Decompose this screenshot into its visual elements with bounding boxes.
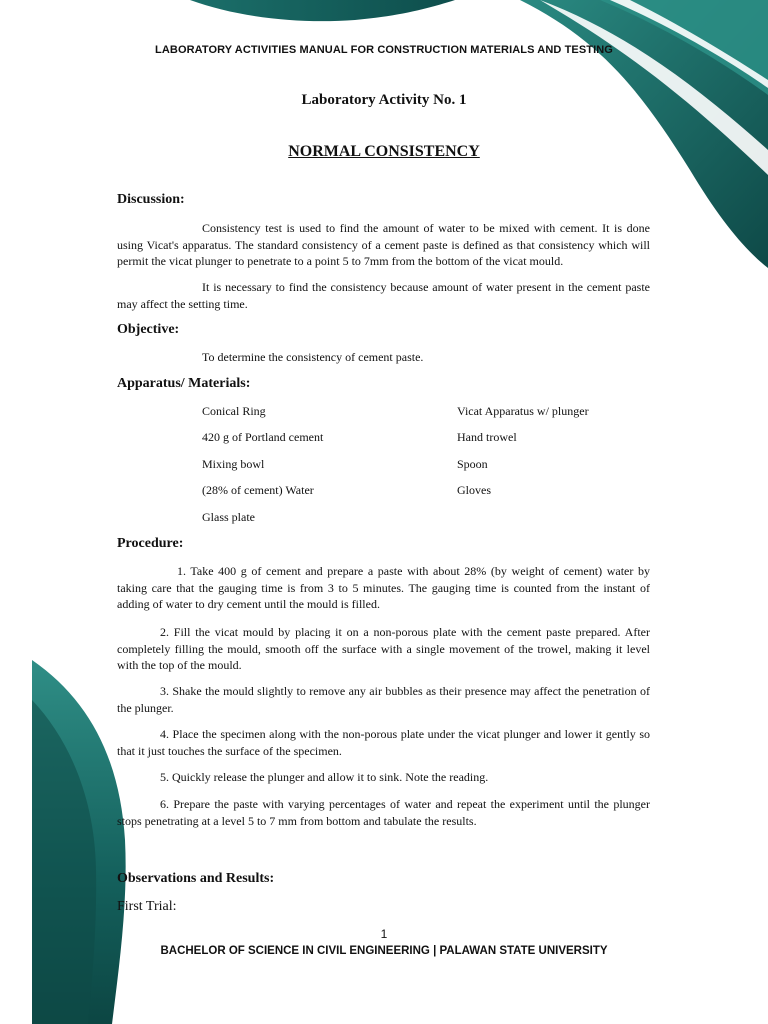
apparatus-item: Gloves: [457, 483, 491, 497]
discussion-heading: Discussion:: [117, 192, 185, 207]
apparatus-item: (28% of cement) Water: [202, 483, 314, 497]
first-trial-label: First Trial:: [117, 899, 177, 914]
procedure-heading: Procedure:: [117, 536, 184, 551]
apparatus-item: Glass plate: [202, 510, 255, 524]
apparatus-item: Spoon: [457, 457, 488, 471]
discussion-paragraph-1: Consistency test is used to find the amount of water to be mixed with cement. It is done using Vicat's apparatus. The standard consistency of a cement paste is defined as that consistency which will permit the vicat plunger to penetrate to a point 5 to 7mm from the bottom of the vicat mould.: [117, 221, 650, 268]
apparatus-item: 420 g of Portland cement: [202, 430, 324, 444]
apparatus-item: Hand trowel: [457, 430, 517, 444]
apparatus-item: Vicat Apparatus w/ plunger: [457, 404, 589, 418]
objective-heading: Objective:: [117, 322, 180, 337]
procedure-step-2: 2. Fill the vicat mould by placing it on a non-porous plate with the cement paste prepared. After completely filling the mould, smooth off the surface with a single movement of the trowel, making it level with the top of the mould.: [117, 625, 650, 672]
observations-heading: Observations and Results:: [117, 871, 275, 886]
page-number: 1: [380, 927, 388, 941]
apparatus-heading: Apparatus/ Materials:: [117, 376, 251, 391]
activity-title: Laboratory Activity No. 1: [301, 92, 467, 108]
page-footer: BACHELOR OF SCIENCE IN CIVIL ENGINEERING | PALAWAN STATE UNIVERSITY: [160, 945, 608, 957]
procedure-step-4: 4. Place the specimen along with the non-porous plate under the vicat plunger and lower it gently so that it just touches the surface of the specimen.: [117, 727, 650, 758]
manual-header: LABORATORY ACTIVITIES MANUAL FOR CONSTRUCTION MATERIALS AND TESTING: [155, 44, 613, 56]
apparatus-item: Mixing bowl: [202, 457, 265, 471]
procedure-step-5: 5. Quickly release the plunger and allow it to sink. Note the reading.: [160, 770, 489, 784]
objective-text: To determine the consistency of cement paste.: [202, 350, 424, 364]
top-swoosh: [190, 0, 455, 21]
discussion-paragraph-2: It is necessary to find the consistency because amount of water present in the cement paste may affect the setting time.: [117, 280, 650, 311]
apparatus-item: Conical Ring: [202, 404, 266, 418]
procedure-step-1: 1. Take 400 g of cement and prepare a paste with about 28% (by weight of cement) water by taking care that the gauging time is from 3 to 5 minutes. The gauging time is counted from the instant of adding of water to dry cement until the mould is filled.: [117, 564, 650, 611]
procedure-step-6: 6. Prepare the paste with varying percentages of water and repeat the experiment until the plunger stops penetrating at a level 5 to 7 mm from bottom and tabulate the results.: [117, 797, 650, 828]
page-title: NORMAL CONSISTENCY: [288, 143, 480, 160]
procedure-step-3: 3. Shake the mould slightly to remove any air bubbles as their presence may affect the penetration of the plunger.: [117, 684, 650, 715]
